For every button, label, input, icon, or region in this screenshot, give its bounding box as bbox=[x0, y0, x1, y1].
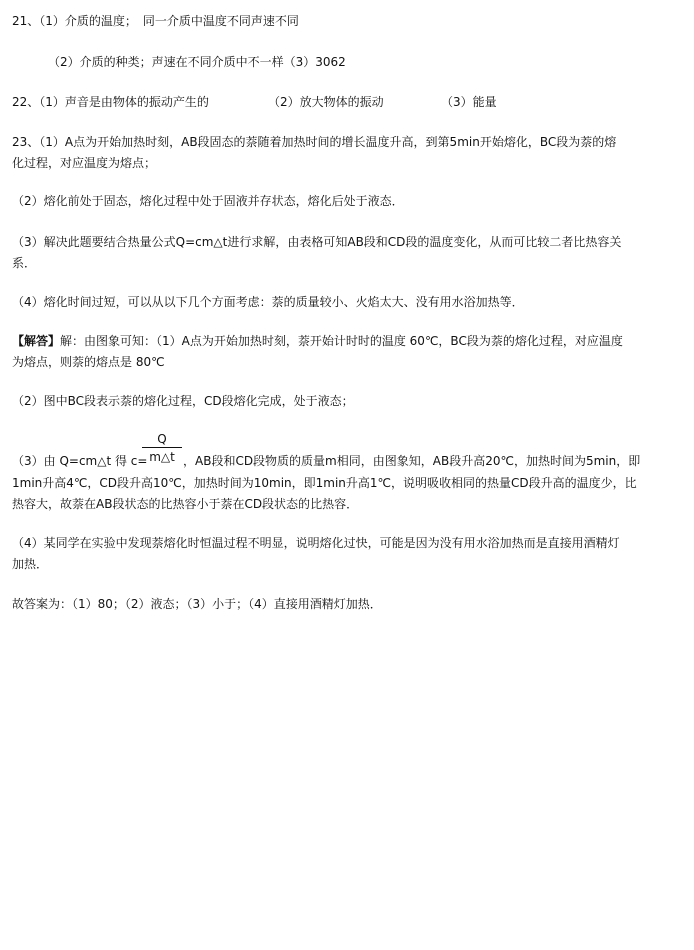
answer-tag: 【解答】 bbox=[12, 334, 61, 348]
answer-a2: （2）图中BC段表示萘的熔化过程，CD段熔化完成，处于液态； bbox=[12, 394, 354, 408]
fraction-bar bbox=[142, 447, 182, 448]
answer-a3-post: ，AB段和CD段物质的质量m相同，由图象知，AB段升高20℃，加热时间为5min，即 bbox=[183, 454, 641, 468]
q23-p1-line1: 23、（1）A点为开始加热时刻，AB段固态的萘随着加热时间的增长温度升高，到第5min开始熔化，BC段为萘的熔 bbox=[12, 135, 617, 149]
q23-p3-line1: （3）解决此题要结合热量公式Q=cm△t进行求解，由表格可知AB段和CD段的温度变化，从而可比较二者比热容关 bbox=[12, 235, 622, 249]
answer-a3-line2: 1min升高4℃，CD段升高10℃，加热时间为10min，即1min升高1℃，说明吸收相同的热量CD段升高的温度少，比 bbox=[12, 476, 637, 490]
answer-a1-line2: 为熔点，则萘的熔点是 80℃ bbox=[12, 355, 165, 369]
q23-p3-line2: 系． bbox=[12, 256, 37, 270]
q22-part3: （3）能量 bbox=[441, 95, 497, 109]
q22-part1: 22、（1）声音是由物体的振动产生的 bbox=[12, 95, 209, 109]
formula-fraction bbox=[142, 432, 182, 464]
final-answer: 故答案为：（1）80；（2）液态；（3）小于；（4）直接用酒精灯加热． bbox=[12, 597, 382, 611]
q22-part2: （2）放大物体的振动 bbox=[268, 95, 384, 109]
answer-a3-pre: （3）由 Q=cm△t 得 c= bbox=[12, 454, 148, 468]
q23-p4: （4）熔化时间过短，可以从以下几个方面考虑：萘的质量较小、火焰太大、没有用水浴加热等． bbox=[12, 295, 524, 309]
q21-line1: 21、（1）介质的温度； 同一介质中温度不同声速不同 bbox=[12, 14, 299, 28]
answer-a4-line2: 加热． bbox=[12, 557, 49, 571]
answer-a3-line3: 热容大，故萘在AB段状态的比热容小于萘在CD段状态的比热容． bbox=[12, 497, 359, 511]
answer-a1-line1: 解：由图象可知：（1）A点为开始加热时刻，萘开始计时时的温度 60℃，BC段为萘的熔化过程，对应温度 bbox=[60, 334, 623, 348]
q21-line2: （2）介质的种类；声速在不同介质中不一样（3）3062 bbox=[48, 55, 346, 69]
fraction-denominator: m△t bbox=[149, 450, 175, 464]
answer-a4-line1: （4）某同学在实验中发现萘熔化时恒温过程不明显，说明熔化过快，可能是因为没有用水浴加热而是直接用酒精灯 bbox=[12, 536, 620, 550]
q23-p2: （2）熔化前处于固态，熔化过程中处于固液并存状态，熔化后处于液态． bbox=[12, 194, 404, 208]
answer-line1 bbox=[12, 333, 623, 349]
fraction-numerator: Q bbox=[157, 432, 167, 446]
q23-p1-line2: 化过程，对应温度为熔点； bbox=[12, 156, 157, 170]
